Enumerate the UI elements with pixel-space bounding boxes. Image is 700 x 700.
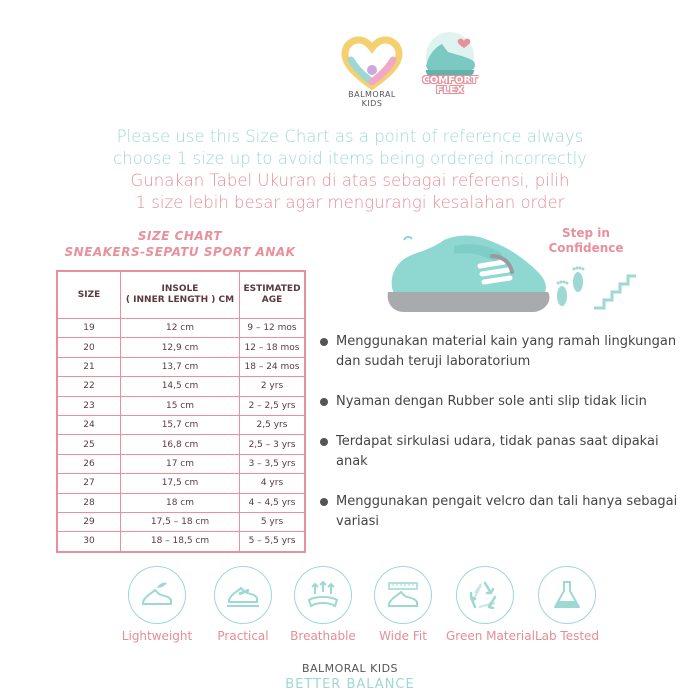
- cell-size: 20: [57, 338, 121, 357]
- feature-icons: [118, 566, 618, 648]
- intro-en-line2: choose 1 size up to avoid items being ordered incorrectly: [113, 149, 587, 168]
- heart-logo-icon: [337, 34, 407, 92]
- flex-label: FLEX: [436, 85, 464, 96]
- cell-age: 5 – 5,5 yrs: [240, 532, 306, 552]
- cell-insole: 12 cm: [121, 319, 240, 338]
- cell-insole: 16,8 cm: [121, 435, 240, 454]
- cell-age: 4 – 4,5 yrs: [240, 493, 306, 512]
- step-in-confidence: [536, 226, 636, 256]
- header-insole-line1: INSOLE: [161, 284, 199, 294]
- header-age-line2: AGE: [261, 295, 283, 305]
- feature-item: Menggunakan material kain yang ramah lingkungan dan sudah teruji laboratorium: [318, 332, 690, 372]
- table-row: [57, 338, 305, 357]
- cell-age: 12 – 18 mos: [240, 338, 306, 357]
- table-row: [57, 435, 305, 454]
- cell-age: 4 yrs: [240, 474, 306, 493]
- feature-item: Nyaman dengan Rubber sole anti slip tidak licin: [318, 392, 690, 412]
- header-age: [240, 271, 306, 319]
- cell-size: 28: [57, 493, 121, 512]
- header-insole-line2: ( INNER LENGTH ) CM: [125, 295, 235, 305]
- velcro-shoe-icon: [214, 566, 272, 624]
- table-row: [57, 512, 305, 531]
- table-row: [57, 474, 305, 493]
- footer: [0, 662, 700, 692]
- comfort-label: COMFORT: [422, 75, 478, 86]
- icon-lightweight: [118, 566, 196, 643]
- cell-insole: 17,5 cm: [121, 474, 240, 493]
- cell-size: 21: [57, 357, 121, 376]
- comfort-flex-logo: [414, 32, 486, 104]
- cell-insole: 13,7 cm: [121, 357, 240, 376]
- cell-size: 25: [57, 435, 121, 454]
- intro-id-line2: 1 size lebih besar agar mengurangi kesalahan order: [135, 193, 565, 212]
- icon-label: Wide Fit: [379, 629, 427, 643]
- cell-insole: 14,5 cm: [121, 377, 240, 396]
- icon-wide-fit: [364, 566, 442, 643]
- footer-tagline: BETTER BALANCE: [285, 677, 415, 692]
- cell-insole: 17 cm: [121, 454, 240, 473]
- cell-size: 26: [57, 454, 121, 473]
- size-note: [0, 126, 700, 214]
- chart-title-line2: SNEAKERS-SEPATU SPORT ANAK: [64, 245, 296, 259]
- cell-age: 2,5 – 3 yrs: [240, 435, 306, 454]
- cell-insole: 18 – 18,5 cm: [121, 532, 240, 552]
- cell-size: 22: [57, 377, 121, 396]
- cell-size: 23: [57, 396, 121, 415]
- cell-age: 18 – 24 mos: [240, 357, 306, 376]
- header-size: SIZE: [57, 271, 121, 319]
- intro-id-line1: Gunakan Tabel Ukuran di atas sebagai referensi, pilih: [130, 171, 570, 190]
- cell-age: 3 – 3,5 yrs: [240, 454, 306, 473]
- table-row: [57, 493, 305, 512]
- icon-lab-tested: [528, 566, 606, 643]
- cell-size: 27: [57, 474, 121, 493]
- step-line1: Step in: [562, 226, 610, 240]
- icon-label: Green Material: [446, 629, 535, 643]
- shoe-illustration: [384, 232, 560, 318]
- size-table: [56, 270, 306, 553]
- icon-practical: [204, 566, 282, 643]
- footprints-stairs-icon: [548, 262, 640, 312]
- table-row: [57, 454, 305, 473]
- chart-title-line1: SIZE CHART: [137, 229, 223, 243]
- cell-size: 30: [57, 532, 121, 552]
- footer-brand: BALMORAL KIDS: [301, 662, 399, 675]
- recycle-icon: [456, 566, 514, 624]
- icon-breathable: [284, 566, 362, 643]
- icon-label: Lightweight: [121, 629, 193, 643]
- cell-insole: 18 cm: [121, 493, 240, 512]
- footprints-stairs: [548, 262, 640, 312]
- cell-insole: 15 cm: [121, 396, 240, 415]
- table-row: [57, 415, 305, 434]
- sneaker-icon: [384, 232, 560, 318]
- icon-label: Breathable: [290, 629, 356, 643]
- table-row: [57, 357, 305, 376]
- step-line2: Confidence: [548, 241, 624, 255]
- cell-insole: 15,7 cm: [121, 415, 240, 434]
- ruler-shoe-icon: [374, 566, 432, 624]
- table-row: [57, 319, 305, 338]
- feature-list: [318, 332, 690, 552]
- cell-insole: 17,5 – 18 cm: [121, 512, 240, 531]
- feather-shoe-icon: [128, 566, 186, 624]
- cell-size: 29: [57, 512, 121, 531]
- feature-item: Menggunakan pengait velcro dan tali hanya sebagai variasi: [318, 492, 690, 532]
- icon-label: Lab Tested: [534, 629, 600, 643]
- cell-size: 19: [57, 319, 121, 338]
- table-row: [57, 532, 305, 552]
- brand-name: BALMORAL KIDS: [348, 90, 396, 108]
- balmoral-kids-logo: [337, 34, 407, 106]
- cell-age: 2 – 2,5 yrs: [240, 396, 306, 415]
- cell-insole: 12,9 cm: [121, 338, 240, 357]
- intro-en-line1: Please use this Size Chart as a point of reference always: [116, 127, 584, 146]
- cell-age: 2 yrs: [240, 377, 306, 396]
- header-age-line1: ESTIMATED: [243, 284, 301, 294]
- cell-age: 2,5 yrs: [240, 415, 306, 434]
- icon-label: Practical: [217, 629, 269, 643]
- header-insole: [121, 271, 240, 319]
- icon-green-material: [446, 566, 535, 643]
- table-row: [57, 377, 305, 396]
- table-row: [57, 396, 305, 415]
- size-chart-title: [55, 228, 305, 260]
- cell-age: 9 – 12 mos: [240, 319, 306, 338]
- feature-item: Terdapat sirkulasi udara, tidak panas saat dipakai anak: [318, 432, 690, 472]
- cell-size: 24: [57, 415, 121, 434]
- flask-icon: [538, 566, 596, 624]
- table-header-row: [57, 271, 305, 319]
- air-flow-icon: [294, 566, 352, 624]
- cell-age: 5 yrs: [240, 512, 306, 531]
